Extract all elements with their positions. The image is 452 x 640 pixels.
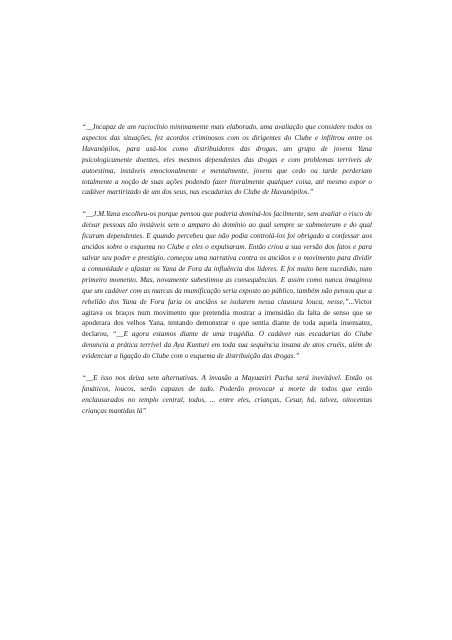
paragraph-3 (82, 373, 372, 417)
paragraph-3-quote: “__E isso nos deixa sem alternativas. A invasão a Mayuasiri Pacha será inevitável. Então os fanáticos, loucos, serão capazes de tudo. Poderão provocar a morte de todos que estão enclausurados no templo central, todos, ... entre eles, crianças, Cesar, há, talvez, oitocentas crianças mantidas lá” (82, 374, 372, 415)
document-page (82, 122, 372, 428)
paragraph-2-quote: “__J.M.Yana escolheu-os porque pensou que poderia dominá-los facilmente, sem avaliar o risco de deixar pessoas tão instáveis sem o amparo do domínio ao qual sempre se submeteram e do qual ficaram dependentes. E quando percebeu que não podia controlá-los foi obrigado a confessar aos anciãos sobre o esquema no Clube e eles o expulsaram. Então criou a sua versão dos fatos e para salvar seu poder e prestígio, começou uma narrativa contra os anciãos e o movimento para dividir a comunidade e afastar os Yana de Fora da influência dos líderes. E foi muito bem sucedido, num primeiro momento. Mas, novamente subestimou as consequências. E assim como nunca imaginou que um cadáver com as marcas da mumificação seria exposto ao público, também não pensou que a rebelião dos Yana de Fora faria os anciãos se isolarem nessa clausura louca, nesse,” (82, 210, 372, 306)
paragraph-2-narration: ...Victor agitava os braços num movimento que pretendia mostrar a imensidão da falta de senso que se apoderara dos velhos Yana, tentando demonstrar o que sentia diante de toda aquela insensatez, declarou, (82, 297, 372, 339)
paragraph-2 (82, 209, 372, 362)
paragraph-1-quote: “__Incapaz de um raciocínio minimamente mais elaborado, uma avaliação que considere todos os aspectos das situações, fez acordos criminosos com os dirigentes do Clube e infiltrou entre os Havanópilos, para usá-los como distribuidores das drogas, um grupo de jovens Yana psicologicamente doentes, eles mesmos dependentes das drogas e com problemas terríveis de autoestima, instáveis emocionalmente e mentalmente, jovens que cedo ou tarde perderiam totalmente a noção de suas ações podendo fazer literalmente qualquer coisa, até mesmo expor o cadáver martirizado de um dos seus, nas escadarias do Clube de Havanópilos.” (82, 123, 372, 197)
paragraph-2-quote-continued: “__E agora estamos diante de uma tragédia. O cadáver nas escadarias do Clube denuncia a prática terrível da Aya Kunturi em toda sua sequência insana de atos cruéis, além de evidenciar a ligação do Clube com o esquema de distribuição das drogas.” (82, 330, 372, 361)
paragraph-1 (82, 122, 372, 198)
